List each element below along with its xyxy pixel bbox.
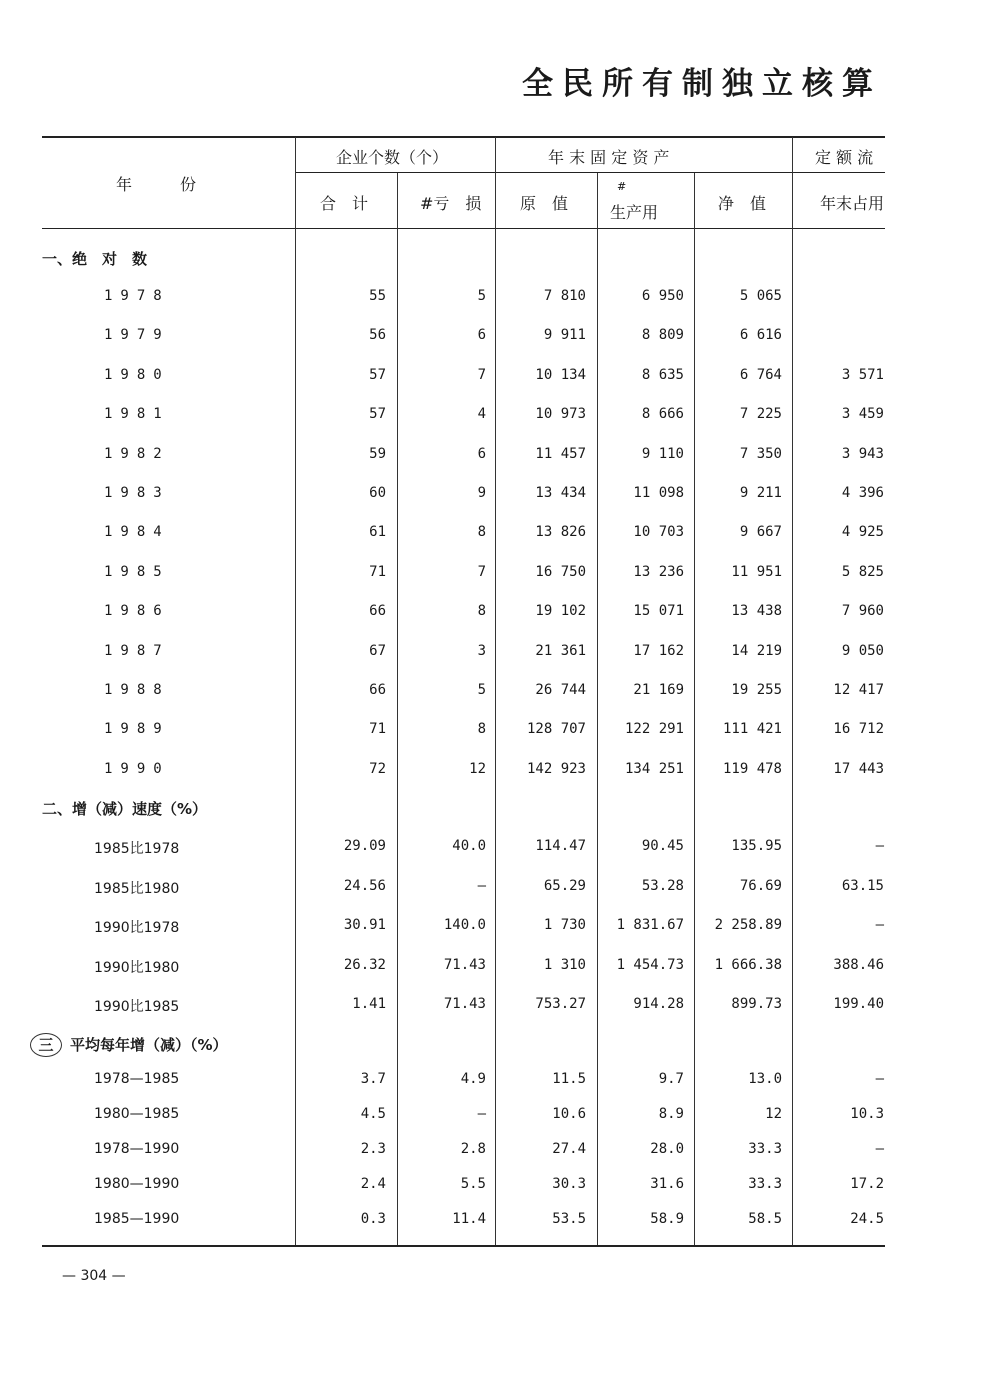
cell-total: 55 xyxy=(369,288,386,304)
cell-total: 57 xyxy=(369,406,386,423)
cell-original: 26 744 xyxy=(535,682,586,698)
cell-net: 6 616 xyxy=(739,327,782,344)
cell-total: 3.7 xyxy=(360,1071,386,1087)
cell-total: 67 xyxy=(369,642,386,659)
cell-production: 1 831.67 xyxy=(616,917,684,933)
cell-loss: 6 xyxy=(477,445,486,462)
cell-original: 114.47 xyxy=(535,838,586,854)
cell-original: 7 810 xyxy=(543,288,586,304)
row-label: 1985比1980 xyxy=(94,880,180,897)
row-year: 1982 xyxy=(104,445,170,462)
cell-net: 135.95 xyxy=(731,838,782,854)
cell-production: 90.45 xyxy=(641,838,684,854)
section-average-number: 三 xyxy=(30,1033,62,1057)
row-label: 1985比1978 xyxy=(94,841,180,857)
cell-original: 30.3 xyxy=(552,1176,586,1192)
cell-net: 6 764 xyxy=(739,366,782,383)
header-bottom-rule xyxy=(42,228,885,229)
cell-loss: 2.8 xyxy=(460,1141,486,1157)
cell-net: 33.3 xyxy=(748,1141,782,1157)
table-row xyxy=(0,643,1000,667)
cell-original: 142 923 xyxy=(526,760,586,777)
cell-loss: 6 xyxy=(477,327,486,344)
cell-total: 59 xyxy=(369,445,386,462)
cell-loss: 4.9 xyxy=(460,1071,486,1087)
cell-original: 753.27 xyxy=(535,996,586,1012)
cell-net: 14 219 xyxy=(731,642,782,659)
cell-total: 71 xyxy=(369,563,386,580)
cell-total: 1.41 xyxy=(352,996,386,1012)
cell-net: 58.5 xyxy=(748,1211,782,1227)
cell-total: 57 xyxy=(369,366,386,383)
cell-total: 56 xyxy=(369,327,386,344)
cell-original: 1 310 xyxy=(543,956,586,973)
cell-total: 26.32 xyxy=(343,956,386,973)
cell-production: 10 703 xyxy=(633,524,684,541)
cell-net: 7 350 xyxy=(739,445,782,462)
cell-total: 30.91 xyxy=(343,917,386,933)
table-row xyxy=(0,485,1000,509)
cell-net: 899.73 xyxy=(731,996,782,1012)
cell-year-end: 5 825 xyxy=(841,563,884,580)
cell-year-end: 12 417 xyxy=(833,682,884,698)
table-row xyxy=(0,957,1000,981)
cell-total: 60 xyxy=(369,485,386,501)
cell-production: 8 809 xyxy=(641,327,684,344)
cell-loss: 71.43 xyxy=(443,996,486,1012)
cell-original: 27.4 xyxy=(552,1141,586,1157)
header-fixed-assets: 年 末 固 定 资 产 xyxy=(548,148,670,167)
cell-year-end: 9 050 xyxy=(841,642,884,659)
cell-year-end: — xyxy=(875,1071,884,1087)
cell-original: 53.5 xyxy=(552,1211,586,1227)
cell-loss: 71.43 xyxy=(443,956,486,973)
cell-production: 17 162 xyxy=(633,642,684,659)
page-number: — 304 — xyxy=(62,1268,126,1284)
cell-production: 8 635 xyxy=(641,366,684,383)
cell-loss: 9 xyxy=(477,485,486,501)
table-row xyxy=(0,406,1000,430)
cell-year-end: 199.40 xyxy=(833,996,884,1012)
row-label: 1990比1985 xyxy=(94,999,180,1015)
cell-net: 76.69 xyxy=(739,877,782,894)
cell-loss: 40.0 xyxy=(452,838,486,854)
cell-year-end: 388.46 xyxy=(833,956,884,973)
cell-loss: 11.4 xyxy=(452,1211,486,1227)
table-row xyxy=(0,564,1000,588)
cell-original: 21 361 xyxy=(535,642,586,659)
cell-total: 2.4 xyxy=(360,1176,386,1192)
cell-net: 19 255 xyxy=(731,682,782,698)
row-year: 1978 xyxy=(104,288,170,304)
row-label: 1978—1985 xyxy=(94,1071,180,1087)
row-label: 1990比1980 xyxy=(94,959,180,976)
table-row xyxy=(0,524,1000,548)
cell-original: 10 134 xyxy=(535,366,586,383)
row-year: 1985 xyxy=(104,563,170,580)
cell-year-end: 17 443 xyxy=(833,760,884,777)
page-title: 全民所有制独立核算 xyxy=(522,66,882,102)
cell-loss: 3 xyxy=(477,642,486,659)
cell-total: 29.09 xyxy=(343,838,386,854)
row-label: 1980—1985 xyxy=(94,1106,180,1122)
cell-production: 53.28 xyxy=(641,877,684,894)
cell-loss: 7 xyxy=(477,366,486,383)
row-label: 1990比1978 xyxy=(94,920,180,936)
section-average xyxy=(30,1033,228,1057)
row-year: 1984 xyxy=(104,524,170,541)
cell-net: 111 421 xyxy=(722,721,782,738)
cell-total: 4.5 xyxy=(360,1106,386,1122)
table-row xyxy=(0,878,1000,902)
header-year: 年 份 xyxy=(116,175,197,194)
cell-production: 21 169 xyxy=(633,682,684,698)
cell-year-end: 7 960 xyxy=(841,603,884,620)
cell-year-end: 3 571 xyxy=(841,366,884,383)
cell-loss: 8 xyxy=(477,524,486,541)
cell-net: 7 225 xyxy=(739,406,782,423)
cell-year-end: — xyxy=(875,1141,884,1157)
cell-loss: 140.0 xyxy=(443,917,486,933)
row-year: 1981 xyxy=(104,406,170,423)
cell-net: 2 258.89 xyxy=(714,917,782,933)
table-row xyxy=(0,761,1000,785)
cell-total: 61 xyxy=(369,524,386,541)
cell-original: 11.5 xyxy=(552,1071,586,1087)
cell-original: 10.6 xyxy=(552,1106,586,1122)
cell-production: 31.6 xyxy=(650,1176,684,1192)
header-col-production-mark: # xyxy=(617,180,627,193)
cell-year-end: — xyxy=(875,838,884,854)
cell-loss: 5 xyxy=(477,682,486,698)
cell-original: 10 973 xyxy=(535,406,586,423)
cell-net: 11 951 xyxy=(731,563,782,580)
table-row xyxy=(0,327,1000,351)
header-col-original: 原 值 xyxy=(520,194,569,213)
cell-production: 8.9 xyxy=(658,1106,684,1122)
cell-production: 914.28 xyxy=(633,996,684,1012)
cell-loss: — xyxy=(477,877,486,894)
row-year: 1987 xyxy=(104,642,170,659)
cell-loss: 4 xyxy=(477,406,486,423)
table-row xyxy=(0,1176,1000,1200)
cell-year-end: 63.15 xyxy=(841,877,884,894)
table-row xyxy=(0,367,1000,391)
row-year: 1988 xyxy=(104,682,170,698)
row-label: 1978—1990 xyxy=(94,1141,180,1157)
cell-total: 2.3 xyxy=(360,1141,386,1157)
table-row xyxy=(0,682,1000,706)
cell-net: 13.0 xyxy=(748,1071,782,1087)
cell-year-end: 17.2 xyxy=(850,1176,884,1192)
cell-production: 13 236 xyxy=(633,563,684,580)
cell-year-end: 4 925 xyxy=(841,524,884,541)
cell-net: 1 666.38 xyxy=(714,956,782,973)
cell-original: 13 826 xyxy=(535,524,586,541)
cell-total: 66 xyxy=(369,682,386,698)
table-row xyxy=(0,721,1000,745)
cell-year-end: 16 712 xyxy=(833,721,884,738)
cell-production: 9.7 xyxy=(658,1071,684,1087)
table-row xyxy=(0,1211,1000,1235)
section-average-label: 平均每年增（减）（%） xyxy=(70,1036,228,1054)
group-header-rule xyxy=(296,172,885,173)
table-row xyxy=(0,288,1000,312)
cell-original: 128 707 xyxy=(526,721,586,738)
cell-net: 9 211 xyxy=(739,485,782,501)
row-label: 1980—1990 xyxy=(94,1176,180,1192)
cell-production: 122 291 xyxy=(624,721,684,738)
header-col-total: 合 计 xyxy=(320,194,369,213)
cell-loss: 5.5 xyxy=(460,1176,486,1192)
cell-year-end: 4 396 xyxy=(841,485,884,501)
row-year: 1980 xyxy=(104,366,170,383)
cell-net: 9 667 xyxy=(739,524,782,541)
cell-loss: 7 xyxy=(477,563,486,580)
cell-net: 33.3 xyxy=(748,1176,782,1192)
cell-year-end: — xyxy=(875,917,884,933)
table-row xyxy=(0,1106,1000,1130)
cell-original: 9 911 xyxy=(543,327,586,344)
section-growth: 二、增（减）速度（%） xyxy=(42,800,208,818)
cell-year-end: 10.3 xyxy=(850,1106,884,1122)
cell-production: 9 110 xyxy=(641,445,684,462)
row-year: 1990 xyxy=(104,760,170,777)
table-row xyxy=(0,1071,1000,1095)
cell-year-end: 3 459 xyxy=(841,406,884,423)
cell-production: 1 454.73 xyxy=(616,956,684,973)
cell-year-end: 24.5 xyxy=(850,1211,884,1227)
table-row xyxy=(0,603,1000,627)
cell-loss: 5 xyxy=(477,288,486,304)
cell-loss: 12 xyxy=(469,760,486,777)
row-year: 1989 xyxy=(104,721,170,738)
cell-net: 119 478 xyxy=(722,760,782,777)
cell-net: 12 xyxy=(765,1106,782,1122)
cell-net: 5 065 xyxy=(739,288,782,304)
cell-production: 6 950 xyxy=(641,288,684,304)
row-label: 1985—1990 xyxy=(94,1211,180,1227)
cell-original: 19 102 xyxy=(535,603,586,620)
table-row xyxy=(0,996,1000,1020)
cell-loss: — xyxy=(477,1106,486,1122)
cell-total: 72 xyxy=(369,760,386,777)
cell-loss: 8 xyxy=(477,721,486,738)
section-absolute: 一、绝 对 数 xyxy=(42,250,148,268)
table-row xyxy=(0,838,1000,862)
cell-net: 13 438 xyxy=(731,603,782,620)
table-row xyxy=(0,446,1000,470)
table-bottom-rule xyxy=(42,1245,885,1247)
cell-production: 28.0 xyxy=(650,1141,684,1157)
header-col-production: 生产用 xyxy=(610,203,659,222)
cell-year-end: 3 943 xyxy=(841,445,884,462)
table-top-rule xyxy=(42,136,885,138)
cell-original: 11 457 xyxy=(535,445,586,462)
cell-production: 11 098 xyxy=(633,485,684,501)
cell-production: 58.9 xyxy=(650,1211,684,1227)
cell-production: 15 071 xyxy=(633,603,684,620)
cell-original: 1 730 xyxy=(543,917,586,933)
cell-original: 13 434 xyxy=(535,485,586,501)
header-enterprises: 企业个数（个） xyxy=(336,148,449,167)
cell-loss: 8 xyxy=(477,603,486,620)
header-col-net: 净 值 xyxy=(718,194,767,213)
cell-total: 0.3 xyxy=(360,1211,386,1227)
header-col-year-end: 年末占用 xyxy=(820,194,885,213)
cell-total: 71 xyxy=(369,721,386,738)
cell-production: 8 666 xyxy=(641,406,684,423)
row-year: 1979 xyxy=(104,327,170,344)
table-row xyxy=(0,1141,1000,1165)
header-col-loss: #亏 损 xyxy=(420,194,482,213)
row-year: 1983 xyxy=(104,485,170,501)
cell-original: 16 750 xyxy=(535,563,586,580)
table-row xyxy=(0,917,1000,941)
cell-total: 24.56 xyxy=(343,877,386,894)
row-year: 1986 xyxy=(104,603,170,620)
header-flow: 定 额 流 xyxy=(815,148,874,167)
cell-total: 66 xyxy=(369,603,386,620)
cell-production: 134 251 xyxy=(624,760,684,777)
cell-original: 65.29 xyxy=(543,877,586,894)
